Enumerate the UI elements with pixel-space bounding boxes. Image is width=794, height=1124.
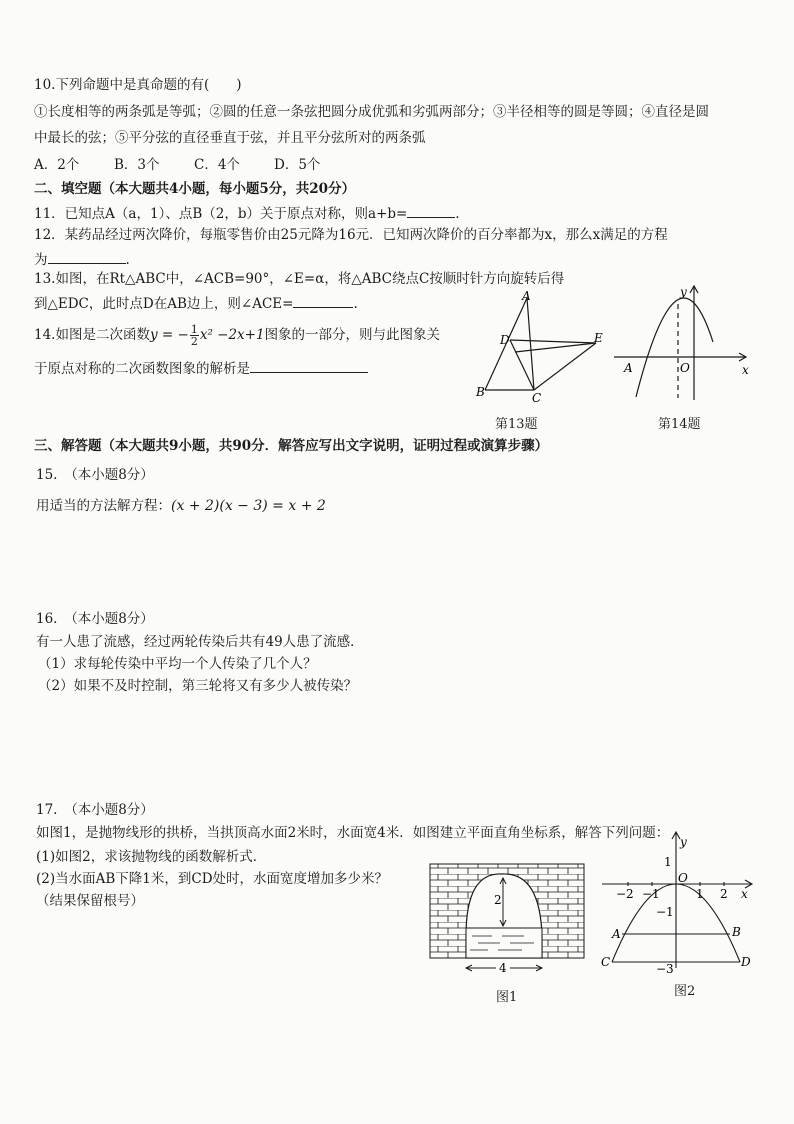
figure-14 xyxy=(612,282,752,402)
q12-line2 xyxy=(34,249,130,269)
fig2-label-b: B xyxy=(732,925,741,939)
q10-option-d: D．5个 xyxy=(274,157,321,173)
fig1-label-height: 2 xyxy=(494,893,502,907)
fig13-inner-line xyxy=(515,343,596,352)
q17-part3: （结果保留根号） xyxy=(36,893,144,909)
q11 xyxy=(34,203,460,223)
fig13-label-e: E xyxy=(594,331,603,345)
fig2-label-y-1: 1 xyxy=(664,855,672,869)
fig13-label-d: D xyxy=(500,333,510,347)
figure-13 xyxy=(470,290,610,410)
q17-part1: (1)如图2，求该抛物线的函数解析式． xyxy=(36,849,267,865)
q12-answer-blank[interactable] xyxy=(48,249,126,264)
q14-answer-blank[interactable] xyxy=(250,358,368,373)
q14-fraction xyxy=(190,324,199,347)
q15-body-line xyxy=(36,497,326,515)
q12-end: . xyxy=(125,252,130,268)
q15-title: 15. （本小题8分） xyxy=(36,467,154,483)
fig13-caption: 第13题 xyxy=(495,417,538,432)
q11-text: 11．已知点A（a，1）、点B（2，b）关于原点对称，则a+b= xyxy=(34,206,408,222)
q16-part1: （1）求每轮传染中平均一个人传染了几个人？ xyxy=(38,656,317,672)
fig2-label-x-neg1: −1 xyxy=(642,887,660,901)
q14-line2 xyxy=(34,358,368,378)
fig13-label-b: B xyxy=(476,385,485,399)
q10-option-c: C．4个 xyxy=(194,157,240,173)
q14-line1 xyxy=(34,320,440,350)
section3-heading: 三、解答题（本大题共9小题，共90分．解答应写出文字说明，证明过程或演算步骤） xyxy=(34,438,549,454)
q17-part2: (2)当水面AB下降1米，到CD处时，水面宽度增加多少米？ xyxy=(36,871,389,887)
fig2-label-c: C xyxy=(601,955,611,969)
fig2-label-x-1: 1 xyxy=(696,887,704,901)
fig14-caption: 第14题 xyxy=(658,417,701,432)
fig14-label-y: y xyxy=(680,285,687,299)
fig2-label-y: y xyxy=(680,835,687,849)
q12-line1: 12．某药品经过两次降价，每瓶零售价由25元降为16元．已知两次降价的百分率都为x，那么x满足的方程 xyxy=(34,227,668,243)
figure-1-arch-bridge xyxy=(428,862,588,982)
fig2-label-origin: O xyxy=(678,871,688,885)
q15-equation: (x + 2)(x − 3) = x + 2 xyxy=(171,498,326,514)
q14-suffix: 图象的一部分，则与此图象关 xyxy=(264,327,441,343)
q10-text-line2: 中最长的弦；⑤平分弦的直径垂直于弦，并且平分弦所对的两条弧 xyxy=(34,130,426,146)
fig13-side-ce xyxy=(534,343,596,390)
q16-title: 16. （本小题8分） xyxy=(36,611,154,627)
q14-line2-text: 于原点对称的二次函数图象的解析是 xyxy=(34,361,250,377)
q10-stem: 10.下列命题中是真命题的有( ) xyxy=(34,77,242,93)
fig2-label-x: x xyxy=(741,887,748,901)
q14-frac-den: 2 xyxy=(190,335,198,348)
q11-answer-blank[interactable] xyxy=(407,203,455,218)
q11-end: . xyxy=(455,206,460,222)
fig2-label-y-neg1: −1 xyxy=(656,905,674,919)
fig14-label-a: A xyxy=(624,361,633,375)
q15-body: 用适当的方法解方程： xyxy=(36,498,171,514)
fig2-label-x-neg2: −2 xyxy=(616,887,634,901)
fig1-label-width: 4 xyxy=(499,961,507,975)
q17-body: 如图1，是抛物线形的拱桥，当拱顶高水面2米时，水面宽4米．如图建立平面直角坐标系，解答下列问题： xyxy=(36,825,670,841)
fig2-label-x-2: 2 xyxy=(720,887,728,901)
fig13-side-ac xyxy=(527,298,534,390)
fig14-label-x: x xyxy=(742,363,749,377)
q14-func-rhs: x² −2x+1 xyxy=(199,327,265,343)
q17-title: 17. （本小题8分） xyxy=(36,802,154,818)
q13-line2-text: 到△EDC，此时点D在AB边上，则∠ACE= xyxy=(34,296,294,312)
q13-line1: 13.如图，在Rt△ABC中，∠ACB=90°，∠E=α，将△ABC绕点C按顺时针方向旋转后得 xyxy=(34,271,565,287)
section2-heading: 二、填空题（本大题共4小题，每小题5分，共20分） xyxy=(34,181,356,197)
fig2-label-y-neg3: −3 xyxy=(656,962,674,976)
fig13-side-de xyxy=(510,340,596,343)
q12-line2-text: 为 xyxy=(34,252,48,268)
fig2-label-d: D xyxy=(741,955,751,969)
q13-end: . xyxy=(353,296,358,312)
fig1-caption: 图1 xyxy=(496,990,518,1005)
fig2-caption: 图2 xyxy=(674,984,696,999)
q13-answer-blank[interactable] xyxy=(293,293,353,308)
q16-part2: （2）如果不及时控制，第三轮将又有多少人被传染？ xyxy=(38,678,358,694)
q10-option-a: A．2个 xyxy=(34,157,80,173)
fig13-label-a: A xyxy=(522,290,531,303)
fig14-parabola xyxy=(636,298,713,397)
q14-frac-num: 1 xyxy=(190,323,198,336)
figure-2-coordinate-parabola xyxy=(598,826,758,976)
q14-prefix: 14.如图是二次函数 xyxy=(34,327,150,343)
q16-body: 有一人患了流感，经过两轮传染后共有49人患了流感． xyxy=(36,634,364,650)
q10-text-line1: ①长度相等的两条弧是等弧；②圆的任意一条弦把圆分成优弧和劣弧两部分；③半径相等的圆是等圆；④直径是圆 xyxy=(34,104,709,120)
q14-func-lhs: y = − xyxy=(149,327,189,343)
fig13-label-c: C xyxy=(532,391,542,405)
q13-line2 xyxy=(34,293,358,313)
fig14-label-o: O xyxy=(680,361,690,375)
fig2-label-a: A xyxy=(612,927,621,941)
q10-option-b: B．3个 xyxy=(114,157,160,173)
